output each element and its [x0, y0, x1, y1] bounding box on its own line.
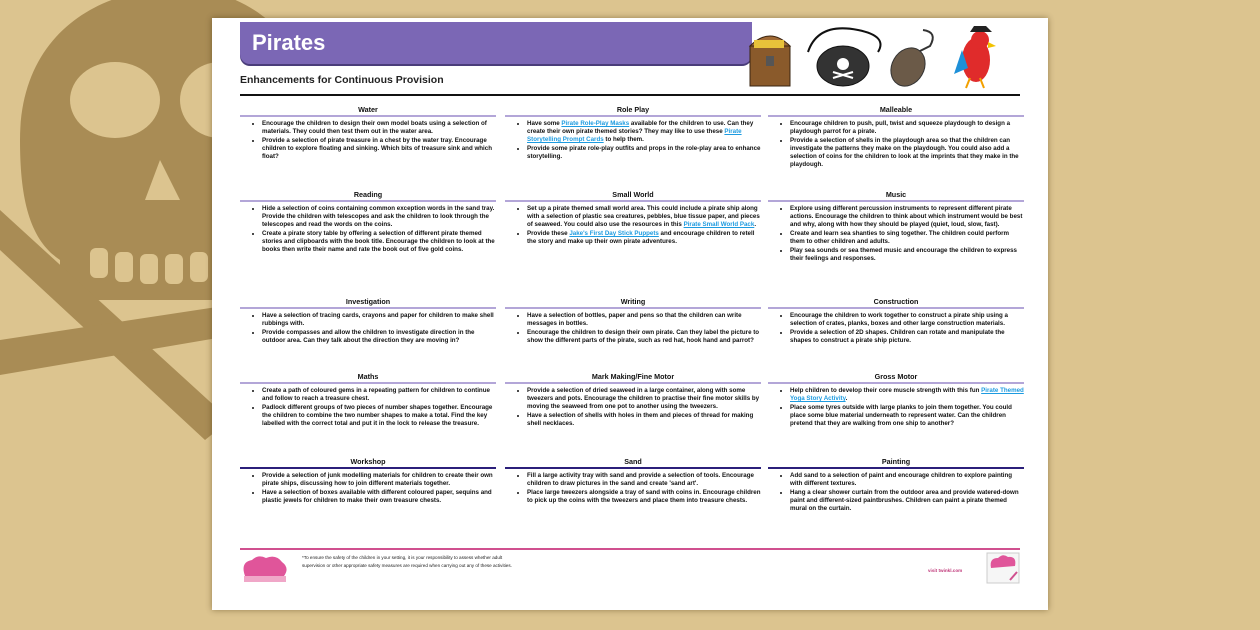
- bullet-text: Have a selection of boxes available with different coloured paper, sequins and plastic jewels for children to make their own treasure chests.: [262, 489, 492, 504]
- section-heading: Reading: [353, 190, 383, 199]
- section-painting: [768, 457, 1024, 514]
- list-item: [790, 472, 1024, 488]
- list-item: [527, 489, 761, 505]
- section-investigation: [240, 297, 496, 346]
- bullet-list: [768, 472, 1024, 513]
- bullet-text: Set up a pirate themed small world area. This could include a pirate ship along with a selection of plastic sea creatures, pebbles, blue tissue paper, and pieces of seaweed. You could also use the resources in this: [527, 205, 760, 228]
- section-workshop: [240, 457, 496, 506]
- hook-icon: [884, 30, 933, 92]
- safety-disclaimer: *To ensure the safety of the children in your setting, it is your responsibility to assess whether adult supervision or other appropriate safety measures are required when carrying out any of these activities.: [302, 555, 512, 568]
- section-heading: Water: [358, 105, 378, 114]
- document-page: [212, 18, 1048, 610]
- bullet-text: Provide a selection of pirate treasure in a chest by the water tray. Encourage children to explore floating and sinking. Which bits of treasure sink and which float?: [262, 137, 492, 160]
- resource-link[interactable]: Jake's First Day Stick Puppets: [569, 230, 659, 237]
- bullet-text: Have some: [527, 120, 562, 127]
- section-heading: Music: [885, 190, 907, 199]
- header-divider: [240, 94, 1020, 96]
- list-item: [262, 387, 496, 403]
- heading-underline: [768, 382, 1024, 384]
- resource-link[interactable]: Pirate Storytelling Prompt Cards: [527, 128, 742, 143]
- section-heading: Mark Making/Fine Motor: [591, 372, 675, 381]
- list-item: [527, 120, 761, 144]
- bullet-text: Have a selection of shells with holes in them and pieces of thread for making shell necklaces.: [527, 412, 754, 427]
- list-item: [790, 120, 1024, 136]
- section-heading: Maths: [357, 372, 379, 381]
- bullet-text: Provide a selection of 2D shapes. Children can rotate and manipulate the shapes to construct a pirate ship picture.: [790, 329, 1005, 344]
- section-heading: Role Play: [616, 105, 650, 114]
- bullet-text: .: [754, 221, 757, 228]
- bullet-text: Hang a clear shower curtain from the outdoor area and provide watered-down paint and different-sized paintbrushes. Children can paint a pirate themed mural on the curtain.: [790, 489, 1019, 512]
- list-item: [262, 404, 496, 428]
- bullet-text: Provide some pirate role-play outfits and props in the role-play area to enhance storytelling.: [527, 145, 761, 160]
- section-water: [240, 105, 496, 162]
- bullet-text: Provide a selection of junk modelling materials for children to create their own pirate ships, discussing how to join different materials together.: [262, 472, 493, 487]
- bullet-list: [505, 312, 761, 345]
- list-item: [527, 472, 761, 488]
- bullet-list: [240, 387, 496, 428]
- section-gross-motor: [768, 372, 1024, 429]
- section-reading: [240, 190, 496, 255]
- bullet-text: Help children to develop their core muscle strength with this fun: [790, 387, 982, 394]
- section-heading: Malleable: [879, 105, 913, 114]
- section-sand: [505, 457, 761, 506]
- bullet-text: Create a path of coloured gems in a repeating pattern for children to continue and follow to reach a treasure chest.: [262, 387, 490, 402]
- bullet-text: available for the children to use. Can they create their own pirate themed stories? They may like to use these: [527, 120, 754, 135]
- section-heading: Writing: [620, 297, 646, 306]
- list-item: [790, 230, 1024, 246]
- list-item: [790, 247, 1024, 263]
- section-role-play: [505, 105, 761, 162]
- heading-underline: [240, 467, 496, 469]
- treasure-chest-icon: [750, 36, 790, 86]
- list-item: [527, 387, 761, 411]
- heading-underline: [505, 467, 761, 469]
- bullet-list: [505, 387, 761, 428]
- page-title: Pirates: [252, 30, 326, 55]
- eye-patch-icon: [808, 28, 881, 86]
- heading-underline: [240, 382, 496, 384]
- section-music: [768, 190, 1024, 264]
- heading-underline: [505, 382, 761, 384]
- list-item: [262, 120, 496, 136]
- bullet-text: Explore using different percussion instruments to represent different pirate actions. Encourage the children to think about which instrument would be best and why, along with how they should be played (quiet, loud, slow, fast).: [790, 205, 1023, 228]
- bullet-text: Provide a selection of shells in the playdough area so that the children can investigate the patterns they make on the playdough. You could also add a selection of coins for the children to look at the imprints that they make in the playdough.: [790, 137, 1019, 168]
- list-item: [262, 312, 496, 328]
- list-item: [262, 472, 496, 488]
- list-item: [790, 404, 1024, 428]
- bullet-text: Padlock different groups of two pieces of number shapes together. Encourage the children to combine the two number shapes to make a total. Find the key labelled with the correct total and put it in the lock to release the treasure.: [262, 404, 493, 427]
- resource-link[interactable]: Pirate Small World Pack: [683, 221, 755, 228]
- list-item: [527, 145, 761, 161]
- bullet-text: Have a selection of tracing cards, crayons and paper for children to make shell rubbings with.: [262, 312, 494, 327]
- bullet-text: Encourage the children to work together to construct a pirate ship using a selection of crates, planks, boxes and other large construction materials.: [790, 312, 1008, 327]
- heading-underline: [505, 115, 761, 117]
- bullet-list: [768, 312, 1024, 345]
- heading-underline: [240, 115, 496, 117]
- section-writing: [505, 297, 761, 346]
- twinkl-logo-right: [986, 552, 1020, 584]
- list-item: [262, 329, 496, 345]
- section-small-world: [505, 190, 761, 247]
- parrot-icon: [954, 26, 996, 88]
- resource-link[interactable]: Pirate Themed Yoga Story Activity: [790, 387, 1024, 402]
- bullet-text: Add sand to a selection of paint and encourage children to explore painting with different textures.: [790, 472, 1013, 487]
- visit-link[interactable]: visit twinkl.com: [928, 568, 963, 573]
- section-heading: Gross Motor: [874, 372, 918, 381]
- bullet-text: .: [845, 395, 848, 402]
- bullet-text: Place some tyres outside with large planks to join them together. You could place some blue material underneath to represent water. Can the children pretend that they are walking from one ship to another?: [790, 404, 1012, 427]
- bullet-text: to help them.: [603, 136, 644, 143]
- bullet-list: [505, 472, 761, 505]
- heading-underline: [505, 307, 761, 309]
- bullet-text: Encourage children to push, pull, twist and squeeze playdough to design a playdough parrot for a pirate.: [790, 120, 1011, 135]
- bullet-list: [240, 120, 496, 161]
- list-item: [527, 329, 761, 345]
- title-banner: [240, 22, 752, 64]
- bullet-text: Provide compasses and allow the children to investigate direction in the outdoor area. Can they talk about the direction they are moving in?: [262, 329, 475, 344]
- bullet-list: [240, 205, 496, 254]
- heading-underline: [505, 200, 761, 202]
- heading-underline: [240, 200, 496, 202]
- bullet-text: Fill a large activity tray with sand and provide a selection of tools. Encourage children to draw pictures in the sand and create 'sand art'.: [527, 472, 754, 487]
- bullet-list: [768, 120, 1024, 169]
- bullet-list: [505, 120, 761, 161]
- page-subtitle: Enhancements for Continuous Provision: [240, 74, 444, 86]
- list-item: [527, 230, 761, 246]
- list-item: [527, 312, 761, 328]
- list-item: [262, 489, 496, 505]
- section-construction: [768, 297, 1024, 346]
- section-heading: Painting: [881, 457, 911, 466]
- bullet-text: Hide a selection of coins containing common exception words in the sand tray. Provide the children with telescopes and ask the children to look through the telescopes and read the words on the coins.: [262, 205, 495, 228]
- heading-underline: [768, 115, 1024, 117]
- bullet-text: Play sea sounds or sea themed music and encourage the children to express their feelings and responses.: [790, 247, 1017, 262]
- list-item: [527, 412, 761, 428]
- section-heading: Construction: [873, 297, 919, 306]
- section-malleable: [768, 105, 1024, 170]
- heading-underline: [768, 200, 1024, 202]
- list-item: [262, 230, 496, 254]
- bullet-text: Provide these: [527, 230, 570, 237]
- bullet-text: Encourage the children to design their own pirate. Can they label the picture to show the different parts of the pirate, such as red hat, hook hand and parrot?: [527, 329, 760, 344]
- bullet-text: Create a pirate story table by offering a selection of different pirate themed stories and clipboards with the book title. Encourage the children to look at the books then write their name and rate the book out of five gold coins.: [262, 230, 495, 253]
- section-heading: Workshop: [350, 457, 386, 466]
- section-heading: Investigation: [345, 297, 391, 306]
- list-item: [790, 205, 1024, 229]
- pirate-illustrations: [748, 22, 1028, 92]
- heading-underline: [768, 307, 1024, 309]
- section-heading: Small World: [612, 190, 654, 199]
- bullet-text: Place large tweezers alongside a tray of sand with coins in. Encourage children to pick up the coins with the tweezers and place them into treasure chests.: [527, 489, 761, 504]
- list-item: [790, 329, 1024, 345]
- list-item: [262, 137, 496, 161]
- list-item: [790, 489, 1024, 513]
- twinkl-logo-left: [240, 554, 290, 586]
- bullet-list: [240, 312, 496, 345]
- list-item: [790, 387, 1024, 403]
- bullet-text: and encourage children to retell the story and make up their own pirate adventures.: [527, 230, 755, 245]
- list-item: [790, 137, 1024, 169]
- section-maths: [240, 372, 496, 429]
- bullet-text: Have a selection of bottles, paper and pens so that the children can write messages in bottles.: [527, 312, 742, 327]
- footer-divider: [240, 548, 1020, 550]
- bullet-text: Provide a selection of dried seaweed in a large container, along with some tweezers and pots. Encourage the children to practise their fine motor skills by moving the seaweed from one pot to another using the tweezers.: [527, 387, 760, 410]
- section-heading: Sand: [624, 457, 642, 466]
- section-mark-making-fine-motor: [505, 372, 761, 429]
- heading-underline: [768, 467, 1024, 469]
- heading-underline: [240, 307, 496, 309]
- list-item: [262, 205, 496, 229]
- resource-link[interactable]: Pirate Role-Play Masks: [561, 120, 630, 127]
- bullet-text: Encourage the children to design their own model boats using a selection of materials. They could then test them out in the water area.: [262, 120, 487, 135]
- bullet-list: [505, 205, 761, 246]
- bullet-list: [768, 387, 1024, 428]
- list-item: [527, 205, 761, 229]
- bullet-text: Create and learn sea shanties to sing together. The children could perform them to other children and adults.: [790, 230, 1010, 245]
- bullet-list: [768, 205, 1024, 263]
- list-item: [790, 312, 1024, 328]
- bullet-list: [240, 472, 496, 505]
